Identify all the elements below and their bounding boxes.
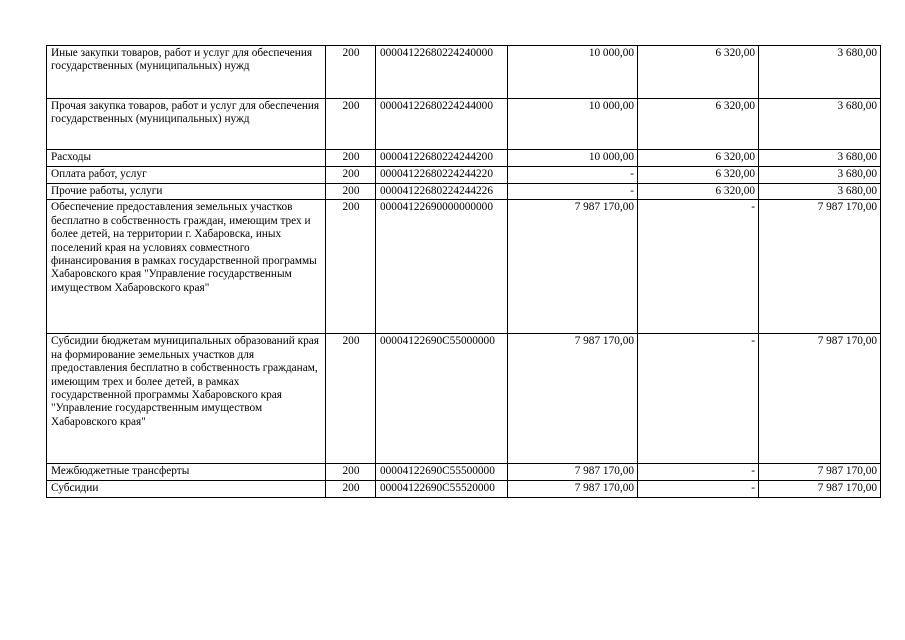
row-unexecuted-amount: 3 680,00: [759, 46, 881, 99]
row-name: Межбюджетные трансферты: [47, 464, 326, 481]
row-approved-amount: 7 987 170,00: [508, 481, 638, 498]
row-unexecuted-amount: 3 680,00: [759, 184, 881, 200]
row-executed-amount: -: [638, 481, 759, 498]
row-name: Субсидии: [47, 481, 326, 498]
row-unexecuted-amount: 3 680,00: [759, 99, 881, 150]
row-name: Оплата работ, услуг: [47, 167, 326, 184]
row-budget-code: 00004122690С55520000: [376, 481, 508, 498]
row-name: Прочие работы, услуги: [47, 184, 326, 200]
row-executed-amount: -: [638, 334, 759, 464]
row-unexecuted-amount: 7 987 170,00: [759, 464, 881, 481]
row-budget-code: 00004122690С55000000: [376, 334, 508, 464]
row-budget-code: 00004122680224244220: [376, 167, 508, 184]
row-budget-code: 00004122680224240000: [376, 46, 508, 99]
row-approved-amount: 10 000,00: [508, 150, 638, 167]
row-line-code: 200: [326, 464, 376, 481]
table-row: [47, 167, 881, 184]
table-row: [47, 481, 881, 498]
row-line-code: 200: [326, 46, 376, 99]
row-budget-code: 00004122680224244200: [376, 150, 508, 167]
row-budget-code: 00004122690000000000: [376, 200, 508, 334]
row-approved-amount: 10 000,00: [508, 99, 638, 150]
row-line-code: 200: [326, 167, 376, 184]
row-unexecuted-amount: 7 987 170,00: [759, 334, 881, 464]
row-approved-amount: 7 987 170,00: [508, 200, 638, 334]
report-page: [46, 45, 880, 498]
row-approved-amount: 7 987 170,00: [508, 464, 638, 481]
row-executed-amount: -: [638, 464, 759, 481]
row-approved-amount: 7 987 170,00: [508, 334, 638, 464]
row-name: Расходы: [47, 150, 326, 167]
row-approved-amount: -: [508, 184, 638, 200]
row-executed-amount: 6 320,00: [638, 99, 759, 150]
table-row: [47, 46, 881, 99]
row-name: Субсидии бюджетам муниципальных образований края на формирование земельных участков для предоставления бесплатно в собственность гражданам, имеющим трех и более детей, в рамках государственной программы Хабаровского края "Управление государственным имуществом Хабаровского края": [47, 334, 326, 464]
budget-execution-table: [46, 45, 881, 498]
row-budget-code: 00004122680224244000: [376, 99, 508, 150]
row-unexecuted-amount: 3 680,00: [759, 150, 881, 167]
row-unexecuted-amount: 3 680,00: [759, 167, 881, 184]
table-row: [47, 464, 881, 481]
row-line-code: 200: [326, 200, 376, 334]
row-unexecuted-amount: 7 987 170,00: [759, 481, 881, 498]
table-row: [47, 150, 881, 167]
table-row: [47, 200, 881, 334]
row-line-code: 200: [326, 334, 376, 464]
row-approved-amount: -: [508, 167, 638, 184]
row-line-code: 200: [326, 481, 376, 498]
row-budget-code: 00004122690С55500000: [376, 464, 508, 481]
row-line-code: 200: [326, 184, 376, 200]
row-executed-amount: 6 320,00: [638, 167, 759, 184]
row-executed-amount: -: [638, 200, 759, 334]
row-line-code: 200: [326, 150, 376, 167]
row-executed-amount: 6 320,00: [638, 184, 759, 200]
row-line-code: 200: [326, 99, 376, 150]
row-executed-amount: 6 320,00: [638, 150, 759, 167]
table-row: [47, 99, 881, 150]
table-row: [47, 184, 881, 200]
table-row: [47, 334, 881, 464]
row-unexecuted-amount: 7 987 170,00: [759, 200, 881, 334]
row-approved-amount: 10 000,00: [508, 46, 638, 99]
row-executed-amount: 6 320,00: [638, 46, 759, 99]
row-name: Обеспечение предоставления земельных участков бесплатно в собственность граждан, имеющим трех и более детей, на территории г. Хабаровска, иных поселений края на условиях совместного финансирования в рамках государственной программы Хабаровского края "Управление государственным имуществом Хабаровского края": [47, 200, 326, 334]
row-budget-code: 00004122680224244226: [376, 184, 508, 200]
row-name: Иные закупки товаров, работ и услуг для обеспечения государственных (муниципальных) нужд: [47, 46, 326, 99]
row-name: Прочая закупка товаров, работ и услуг для обеспечения государственных (муниципальных) нужд: [47, 99, 326, 150]
